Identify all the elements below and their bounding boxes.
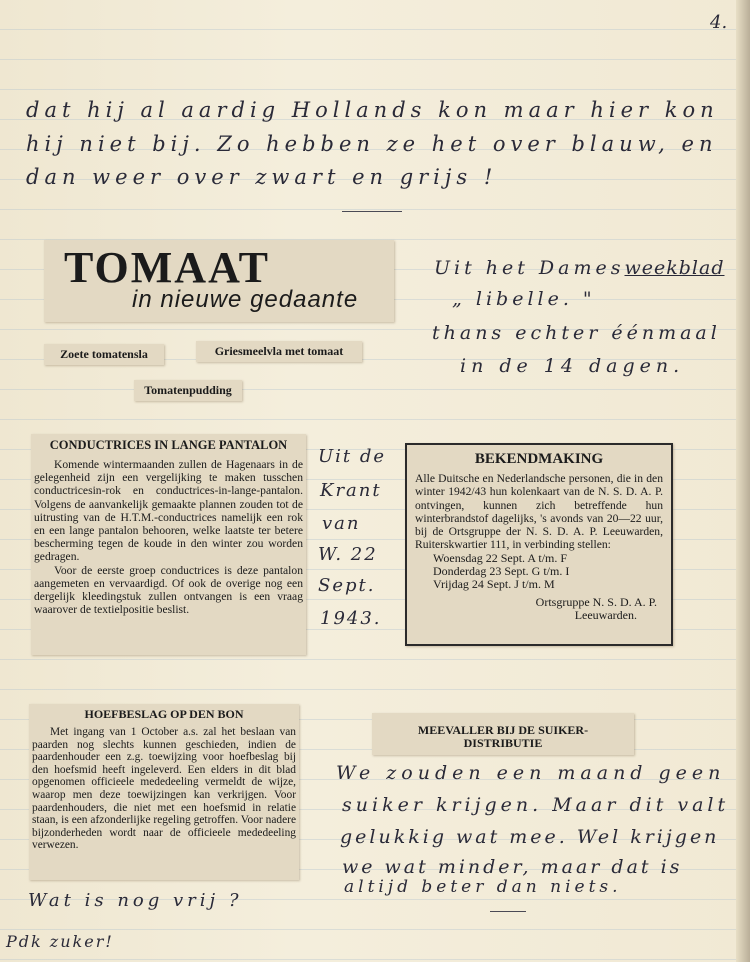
note-libelle-underlined: weekblad <box>624 257 725 279</box>
handwriting-suiker-5: altijd beter dan niets. <box>344 877 622 897</box>
note-krant-line-4: W. 22 <box>318 544 378 565</box>
note-krant-line-2: Krant <box>320 480 382 501</box>
suiker-headline-line-1: MEEVALLER BIJ DE SUIKER- <box>417 723 589 737</box>
note-libelle-line-2: „ libelle. " <box>452 288 596 310</box>
tomaat-title-clipping <box>44 240 394 322</box>
hoefbeslag-body: Met ingang van 1 October a.s. zal het beslaan van paarden nog slechts kunnen geschieden, indien de paardenhouder een z.g. toewijzing voor hoefbeslag bij den hoefsmid heeft ingeleverd. Een elders in dit blad opgenomen officieele mededeeling vermeldt de wijze, waarop men deze toewijzingen kan verkrijgen. Voor paardenhouders, die niet met een hoefsmid in relatie staan, is een afzonderlijke regeling getroffen. Voor nadere bijzonderheden wordt naar de officieele mededeeling verwezen. <box>32 726 296 852</box>
note-krant-line-6: 1943. <box>320 608 382 629</box>
note-libelle-prefix: Uit het Dames <box>434 257 625 279</box>
bekendmaking-schedule-2: Donderdag 23 Sept. G t/m. I <box>433 564 570 579</box>
note-krant-line-5: Sept. <box>318 575 376 596</box>
conductrices-paragraph-2: Voor de eerste groep conductrices is deze pantalon aangemeten en vervaardigd. Of ook de overige nog een dergelijk kleedingstuk zullen ontvangen is een vraag waarover de textielpositie beslist. <box>34 563 303 617</box>
note-libelle-line-3: thans echter éénmaal <box>432 322 721 344</box>
note-libelle-line-4: in de 14 dagen. <box>460 355 685 377</box>
separator-rule-bottom <box>490 911 526 912</box>
hoefbeslag-clipping <box>29 704 299 880</box>
note-krant-line-1: Uit de <box>318 446 387 467</box>
bekendmaking-clipping <box>405 443 673 646</box>
handwriting-line-1: dat hij al aardig Hollands kon maar hier kon <box>26 98 719 122</box>
tomaat-title: TOMAAT <box>64 243 270 292</box>
tomaat-subtitle: in nieuwe gedaante <box>132 286 359 313</box>
separator-rule-top <box>342 211 402 212</box>
bekendmaking-signature-2: Leeuwarden. <box>574 607 637 622</box>
note-bottom: Pdk zuker! <box>6 932 114 951</box>
bekendmaking-signature-1: Ortsgruppe N. S. D. A. P. <box>535 594 657 609</box>
handwriting-suiker-1: We zouden een maand geen <box>336 762 726 784</box>
recipe-tomatenpudding: Tomatenpudding <box>134 380 242 401</box>
bekendmaking-schedule-1: Woensdag 22 Sept. A t/m. F <box>433 550 568 565</box>
handwriting-suiker-4: we wat minder, maar dat is <box>342 856 683 878</box>
handwriting-suiker-2: suiker krijgen. Maar dit valt <box>342 794 730 816</box>
hoefbeslag-headline: HOEFBESLAG OP DEN BON <box>84 707 244 721</box>
conductrices-paragraph-1: Komende wintermaanden zullen de Hagenaars in de gelegenheid zijn een vergelijking te maken tusschen conductricesin-rok en conductrices-in-lange-pantalon. Volgens de aanvankelijk gemaakte plannen zouden tot de uitrusting van de H.T.M.-conductrices namelijk een rok en een lange pantalon behooren, welke laatste ter betere bescherming tegen de koude in den winter zou worden gedragen. <box>34 458 303 564</box>
handwriting-line-3: dan weer over zwart en grijs ! <box>26 165 498 189</box>
bekendmaking-schedule-3: Vrijdag 24 Sept. J t/m. M <box>433 577 555 592</box>
bekendmaking-headline: BEKENDMAKING <box>474 451 604 467</box>
conductrices-clipping <box>31 434 306 655</box>
recipe-zoete-tomatensla: Zoete tomatensla <box>44 344 164 365</box>
page-number: 4. <box>710 12 728 33</box>
recipe-griesmeelvla: Griesmeelvla met tomaat <box>196 341 362 362</box>
note-krant-line-3: van <box>322 513 361 534</box>
conductrices-headline: CONDUCTRICES IN LANGE PANTALON <box>49 438 288 452</box>
suiker-headline-line-2: DISTRIBUTIE <box>463 736 543 750</box>
note-wat-is-nog-vrij: Wat is nog vrij ? <box>28 890 243 911</box>
handwriting-suiker-3: gelukkig wat mee. Wel krijgen <box>340 826 720 848</box>
note-libelle-line-1 <box>434 257 725 279</box>
bekendmaking-body: Alle Duitsche en Nederlandsche personen, die in den winter 1942/43 hun kolenkaart van de N. S. D. A. P. ontvingen, kunnen zich betreffende hun winterbrandstof dagelijks, 's avonds van 20—22 uur, bij de Ortsgruppe der N. S. D. A. P. Leeuwarden, Ruiterskwartier 111, in verbinding stellen: <box>415 472 663 552</box>
handwriting-line-2: hij niet bij. Zo hebben ze het over blauw, en <box>26 132 718 156</box>
suiker-headline-clipping <box>372 713 634 755</box>
